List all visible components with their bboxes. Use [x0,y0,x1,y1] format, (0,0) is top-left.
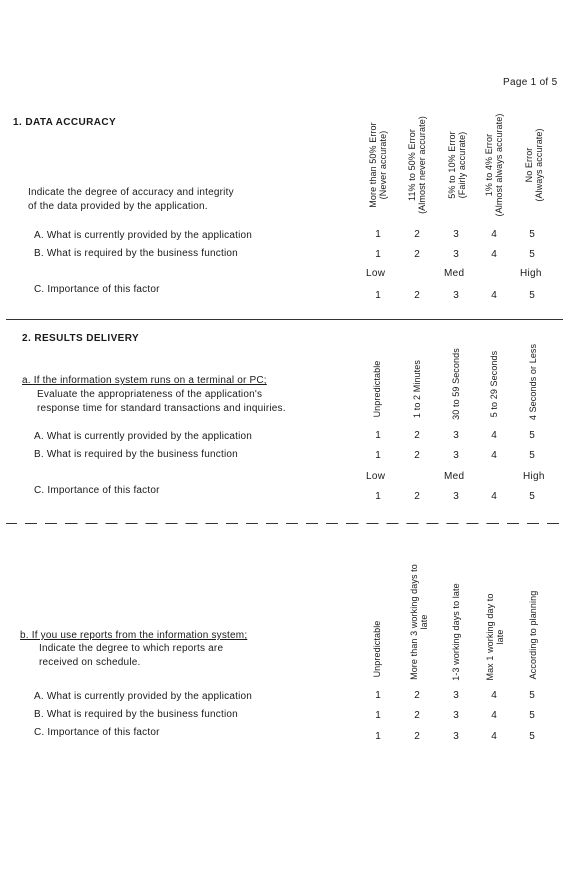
s1-col-1-header [368,110,388,220]
s1-question-a: A. What is currently provided by the application [34,230,253,241]
s2b-col-4-line-1: Max 1 working day to [485,593,495,681]
s1-qa-rating-3[interactable]: 3 [453,229,459,240]
s1-question-c: C. Importance of this factor [34,284,160,295]
s2b-col-2-line-2: late [419,614,429,630]
s1-qc-rating-3[interactable]: 3 [453,290,459,301]
s2a-qa-rating-3[interactable]: 3 [453,430,459,441]
s2b-col-2-header [409,560,429,684]
s2a-qc-rating-3[interactable]: 3 [453,491,459,502]
s1-col-4-line-2: (Almost always accurate) [494,113,504,217]
s2b-title: b. If you use reports from the information system; [20,630,248,641]
s2b-qb-rating-2[interactable]: 2 [414,710,420,721]
s1-col-4-line-1: 1% to 4% Error [484,133,494,197]
s2a-qc-rating-4[interactable]: 4 [491,491,497,502]
s1-qc-rating-2[interactable]: 2 [414,290,420,301]
s1-qa-rating-5[interactable]: 5 [529,229,535,240]
s2a-qa-rating-4[interactable]: 4 [491,430,497,441]
s2a-qb-rating-4[interactable]: 4 [491,450,497,461]
s2b-description-line-1: Indicate the degree to which reports are [39,643,224,654]
s2b-col-4-line-2: late [495,629,505,645]
s1-qc-rating-1[interactable]: 1 [375,290,381,301]
s1-qb-rating-4[interactable]: 4 [491,249,497,260]
s1-qa-rating-1[interactable]: 1 [375,229,381,240]
s2b-qa-rating-5[interactable]: 5 [529,690,535,701]
s2a-qa-rating-2[interactable]: 2 [414,430,420,441]
s1-col-2-header [407,110,427,220]
s2a-qc-rating-5[interactable]: 5 [529,491,535,502]
s1-col-1-line-1: More than 50% Error [368,122,378,208]
s2a-description-line-2: response time for standard transactions and inquiries. [37,403,286,414]
s2a-question-a: A. What is currently provided by the application [34,431,253,442]
s2a-col-1-header: Unpredictable [372,360,382,418]
s2a-description-line-1: Evaluate the appropriateness of the application's [37,389,263,400]
s2b-qa-rating-3[interactable]: 3 [453,690,459,701]
s2b-qa-rating-4[interactable]: 4 [491,690,497,701]
s2a-qc-rating-2[interactable]: 2 [414,491,420,502]
s2b-qb-rating-5[interactable]: 5 [529,710,535,721]
section-1-title: 1. DATA ACCURACY [13,117,117,128]
s2a-scale-low: Low [366,471,386,482]
s1-col-3-line-1: 5% to 10% Error [447,131,457,199]
s1-question-b: B. What is required by the business function [34,248,238,259]
s2b-col-4-header [485,590,505,684]
s1-col-2-line-1: 11% to 50% Error [407,129,417,201]
page-number: Page 1 of 5 [503,77,558,88]
s2b-qc-rating-3[interactable]: 3 [453,731,459,742]
s1-col-3-line-2: (Fairly accurate) [457,131,467,199]
section-2-title: 2. RESULTS DELIVERY [22,333,140,344]
s2a-question-c: C. Importance of this factor [34,485,160,496]
s2a-title: a. If the information system runs on a terminal or PC; [22,375,267,386]
s1-qc-rating-4[interactable]: 4 [491,290,497,301]
s2b-question-a: A. What is currently provided by the application [34,691,253,702]
section-1-description-line-1: Indicate the degree of accuracy and integrity [28,187,234,198]
dashed-divider [6,523,563,524]
s2b-qa-rating-2[interactable]: 2 [414,690,420,701]
s1-scale-med: Med [444,268,465,279]
s2b-qc-rating-4[interactable]: 4 [491,731,497,742]
s1-qb-rating-2[interactable]: 2 [414,249,420,260]
s1-scale-high: High [520,268,542,279]
s1-col-5-header [524,110,544,220]
s2b-question-b: B. What is required by the business function [34,709,238,720]
section-divider [6,319,563,320]
s1-col-4-header [484,110,504,220]
s2b-description-line-2: received on schedule. [39,657,141,668]
s2b-qb-rating-3[interactable]: 3 [453,710,459,721]
s1-scale-low: Low [366,268,386,279]
s1-col-1-line-2: (Never accurate) [378,130,388,200]
s2b-question-c: C. Importance of this factor [34,727,160,738]
s2a-question-b: B. What is required by the business function [34,449,238,460]
s1-col-2-line-2: (Almost never accurate) [417,116,427,214]
s2a-col-3-header: 30 to 59 Seconds [451,348,461,420]
s1-qb-rating-3[interactable]: 3 [453,249,459,260]
s2a-qa-rating-1[interactable]: 1 [375,430,381,441]
s1-qa-rating-2[interactable]: 2 [414,229,420,240]
s1-col-5-line-2: (Always accurate) [534,128,544,202]
s2a-qb-rating-2[interactable]: 2 [414,450,420,461]
s2a-col-4-header: 5 to 29 Seconds [489,350,499,418]
s1-qc-rating-5[interactable]: 5 [529,290,535,301]
s1-qa-rating-4[interactable]: 4 [491,229,497,240]
s2b-qa-rating-1[interactable]: 1 [375,690,381,701]
s2b-col-3-header: 1-3 working days to late [451,583,461,681]
s2a-col-2-header: 1 to 2 Minutes [412,360,422,418]
s2b-qc-rating-1[interactable]: 1 [375,731,381,742]
s2a-qb-rating-1[interactable]: 1 [375,450,381,461]
section-1-description-line-2: of the data provided by the application. [28,201,208,212]
s2b-col-5-header: According to planning [528,590,538,680]
s2b-qb-rating-1[interactable]: 1 [375,710,381,721]
s2b-qb-rating-4[interactable]: 4 [491,710,497,721]
s2b-col-2-line-1: More than 3 working days to [409,564,419,680]
s2b-qc-rating-5[interactable]: 5 [529,731,535,742]
s2a-col-5-header: 4 Seconds or Less [528,343,538,421]
s2b-qc-rating-2[interactable]: 2 [414,731,420,742]
s2a-qb-rating-5[interactable]: 5 [529,450,535,461]
s2a-scale-med: Med [444,471,465,482]
s2a-qb-rating-3[interactable]: 3 [453,450,459,461]
s2a-qa-rating-5[interactable]: 5 [529,430,535,441]
s1-col-5-line-1: No Error [524,147,534,183]
s1-col-3-header [447,110,467,220]
s2a-scale-high: High [523,471,545,482]
s1-qb-rating-1[interactable]: 1 [375,249,381,260]
s1-qb-rating-5[interactable]: 5 [529,249,535,260]
s2a-qc-rating-1[interactable]: 1 [375,491,381,502]
s2b-col-1-header: Unpredictable [372,620,382,678]
